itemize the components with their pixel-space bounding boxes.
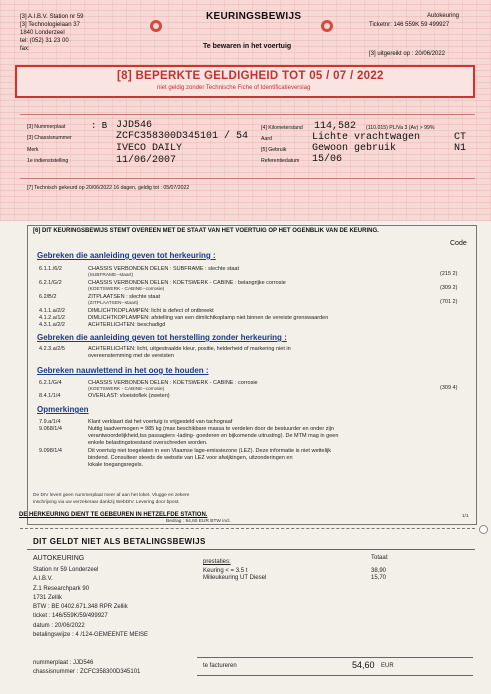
defect-ref: (215 2) [440, 271, 458, 277]
remark-code: 7.9.a/1/4 [39, 419, 61, 425]
validity-text: [8] BEPERKTE GELDIGHEID TOT 05 / 07 / 2022 [117, 70, 384, 82]
company-line: betalingswijze : 4 /124-GEMEENTE MEISE [33, 632, 149, 639]
validity-subtext: niet geldig zonder Technische Fiche of Identificatieverslag [157, 85, 311, 91]
company-line: Z.1 Researchpark 90 [33, 585, 90, 592]
divider [27, 549, 475, 550]
company-line: Station nr 59 Londerzeel [33, 567, 99, 573]
div-note: inschrijving via uw verzekeraar dankzij WebDIV. Levering door bpost. [33, 500, 180, 505]
kind-label: Aard [261, 136, 272, 142]
station-address [20, 13, 84, 53]
ref-value: 15/06 [312, 154, 343, 165]
code-header: Code [450, 240, 467, 247]
company-line: 1731 Zellik [33, 594, 63, 601]
remark-text: Nuttig laadvermogen = 985 kg (max beschikbare massa te verdelen door de bestuurder en onder zijn [88, 426, 334, 432]
usage-code: N1 [454, 143, 467, 154]
company-line: datum : 20/06/2022 [33, 622, 85, 629]
first-reg-value: 11/06/2007 [116, 155, 177, 166]
brand-value: IVECO DAILY [116, 143, 183, 154]
usage-value: Gewoon gebruik [312, 143, 397, 154]
keep-notice: Te bewaren in het voertuig [203, 43, 292, 50]
chassis-line: chassisnummer : ZCFC358300D345101 [33, 669, 141, 675]
defect-text: ZITPLAATSEN : slechte staat [88, 294, 161, 300]
brand-label: Merk [27, 147, 39, 153]
defect-ref: (309 4) [440, 385, 458, 391]
ticket-number: Ticketnr: 146 559K 59 499927 [369, 22, 450, 28]
service-amount: 38,90 [371, 568, 387, 574]
aibv-logo-icon [321, 20, 333, 32]
defect-text: CHASSIS VERBONDEN DELEN : KOETSWERK - CABINE : belangrijke corrosie [88, 280, 286, 286]
usage-label: [5] Gebruik [261, 147, 287, 153]
company-line: BTW : BE 0402.671.348 RPR Zellik [33, 604, 128, 611]
defect-ref: (309 2) [440, 285, 458, 291]
defect-code: 8.4.1/1/4 [39, 393, 61, 399]
defect-code: 6.1.1./6/2 [39, 266, 62, 272]
service-amount: 15,70 [371, 575, 387, 581]
page-number: 1/1 [462, 514, 469, 519]
remark-code: 9.098/1/4 [39, 448, 62, 454]
remark-text: verantwoordelijkheid,tss passagiers -lading- goederen en bijkomende uitrusting). De MTM mag in geen [88, 433, 339, 439]
total-label: Totaal: [371, 555, 389, 561]
divider [20, 178, 475, 179]
service-name: Keuring < = 3.5 t [203, 568, 248, 574]
defect-text: DIMLICHTKOPLAMPEN: afstelling van een dimlichtkoplamp niet binnen de vereiste grenswaarden [88, 315, 329, 321]
km-extra: (110.015) PL/Va 3 (Av) > 99% [366, 125, 435, 131]
section-title: Gebreken die aanleiding geven tot herstelling zonder herkeuring : [37, 333, 287, 342]
defect-subtext: (KOETSWERK - CABINE--corrosie) [88, 287, 165, 292]
perforation-line [20, 528, 475, 529]
section-title: Gebreken nauwlettend in het oog te houden : [37, 366, 209, 375]
plate-label: [3] Nummerplaat [27, 124, 66, 130]
defect-subtext: (KOETSWERK - CABINE--corrosie) [88, 387, 165, 392]
remark-text: Dit voertuig niet toegelaten in een Vlaamse lage-emissiezone (LEZ). Deze informatie is niet wettelijk [88, 448, 332, 454]
defect-code: 4.1.2.a/1/2 [39, 315, 65, 321]
remark-text: enkele belastingstoestand overschreden worden. [88, 440, 208, 446]
validity-line: [7] Technisch gekeurd op 20/06/2022 16 dagen, geldig tot : 05/07/2022 [27, 185, 190, 191]
company-line: A.I.B.V. [33, 576, 53, 583]
punch-hole [479, 525, 488, 534]
station-line: 1840 Londerzeel [20, 30, 65, 36]
station-line: tel: (052) 31 23 00 [20, 38, 69, 44]
defect-code: 4.2.3.a/2/5 [39, 346, 65, 352]
plate-line: nummerplaat : JJD546 [33, 660, 94, 666]
div-note: De DIV levert geen nummerplaat meer af aan het loket. Vlugge en zekere [33, 493, 190, 498]
defect-code: 6.2.1/G/2 [39, 280, 62, 286]
defect-code: 6.2/B/2 [39, 294, 57, 300]
chassis-label: [3] Chassisnummer [27, 135, 72, 141]
company-details [33, 566, 148, 640]
defect-text: CHASSIS VERBONDEN DELEN : KOETSWERK - CABINE : corrosie [88, 380, 258, 386]
station-line: fax: [20, 46, 30, 52]
reinspection-statement: DE HERKEURING DIENT TE GEBEUREN IN HETZELFDE STATION. [19, 512, 208, 518]
defect-code: 4.1.1.a/2/2 [39, 308, 65, 314]
defect-text: DIMLICHTKOPLAMPEN: licht is defect of ontbreekt [88, 308, 214, 314]
defect-subtext: overeenstemming met de vereisten [88, 353, 174, 359]
chassis-value: ZCFC358300D345101 / 54 [116, 131, 249, 142]
divider [197, 675, 473, 676]
defect-code: 4.3.1.a/2/2 [39, 322, 65, 328]
ref-label: Referentiedatum [261, 158, 300, 164]
payment-title: DIT GELDT NIET ALS BETALINGSBEWIJS [33, 537, 206, 546]
header-right-label: Autokeuring [427, 13, 460, 19]
remark-text: lokale toegangsregels. [88, 462, 144, 468]
km-label: [4] Kilometerstand [261, 125, 303, 131]
service-name: Milieukeuring UT Diesel [203, 575, 267, 581]
invoice-label: te factureren [203, 663, 237, 669]
km-value: 114,582 [314, 121, 357, 132]
defect-subtext: (ZITPLAATSEN--staart) [88, 301, 139, 306]
kind-code: CT [454, 132, 467, 143]
remark-text: bindend. Consulteer steeds de website van LEZ voor afwijkingen, uitzonderingen en [88, 455, 293, 461]
page-title: KEURINGSBEWIJS [206, 11, 302, 22]
amount-note: Bedrag : 54,60 EUR BTW incl. [166, 519, 231, 524]
defect-code: 6.2.1/G/4 [39, 380, 62, 386]
issue-date: [3] uitgereikt op : 20/06/2022 [369, 51, 446, 57]
kind-value: Lichte vrachtwagen [312, 132, 421, 143]
remarks-title: Opmerkingen [37, 405, 89, 414]
company-name: AUTOKEURING [33, 555, 85, 562]
first-reg-label: 1e indienststelling [27, 158, 69, 164]
remark-code: 9.068/1/4 [39, 426, 62, 432]
aibv-logo-icon [150, 20, 162, 32]
conformity-statement: [6] DIT KEURINGSBEWIJS STEMT OVEREEN MET DE STAAT VAN HET VOERTUIG OP HET OGENBLIK VAN DE KEURING. [33, 228, 379, 234]
divider [197, 657, 473, 658]
plate-country: : B [91, 121, 108, 131]
defect-subtext: (SUBFRAME--staart) [88, 273, 134, 278]
company-line: ticket : 146/559K/59/499927 [33, 613, 108, 620]
validity-box [15, 65, 475, 98]
divider [20, 114, 475, 115]
defect-ref: (701 2) [440, 299, 458, 305]
invoice-amount: 54,60 [352, 660, 375, 670]
defect-text: OVERLAST: vloeistoflek (zweten) [88, 393, 170, 399]
remark-text: Klant verklaart dat het voertuig is vrijgesteld van tachograaf [88, 419, 233, 425]
invoice-currency: EUR [381, 663, 394, 669]
defect-text: CHASSIS VERBONDEN DELEN : SUBFRAME : slechte staat [88, 266, 239, 272]
station-line: [3] Technologielaan 37 [20, 22, 80, 28]
defect-text: ACHTERLICHTEN: beschadigd [88, 322, 166, 328]
section-title: Gebreken die aanleiding geven tot herkeuring : [37, 251, 216, 260]
station-line: [3] A.I.B.V. Station nr 59 [20, 14, 84, 20]
services-label: prestaties: [203, 559, 231, 565]
plate-value: JJD546 [116, 120, 153, 131]
defect-text: ACHTERLICHTEN: licht, uitgestraalde kleur, positie, helderheid of markering niet in [88, 346, 291, 352]
